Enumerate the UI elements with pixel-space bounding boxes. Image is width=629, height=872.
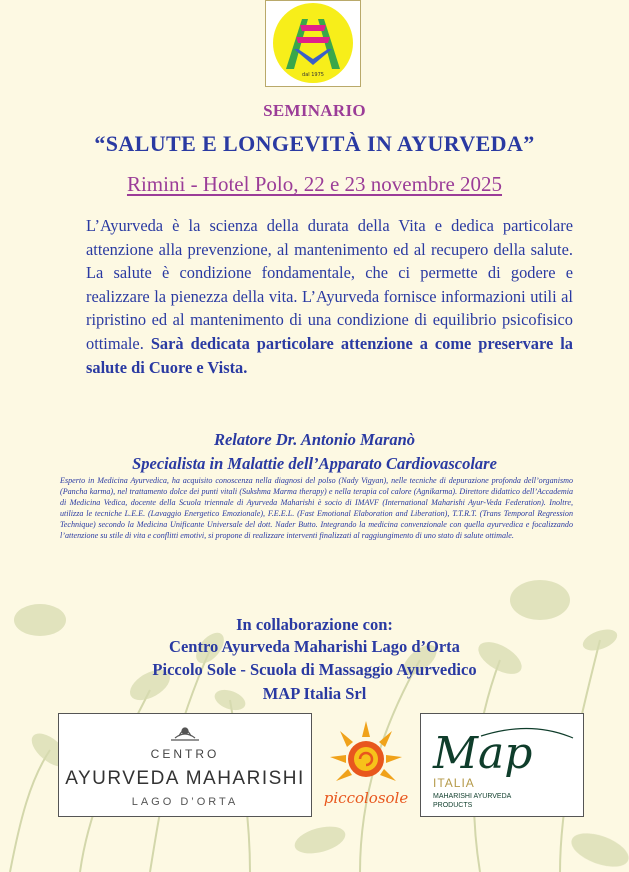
map-tagline-2: PRODUCTS: [433, 802, 473, 809]
map-italia-label: ITALIA: [433, 776, 475, 790]
event-location-date: Rimini - Hotel Polo, 22 e 23 novembre 2025: [126, 172, 503, 196]
map-tagline-1: MAHARISHI AYURVEDA: [433, 793, 512, 800]
partner-name: MAP Italia Srl: [262, 684, 367, 703]
centro-ayurveda-logo: [58, 713, 312, 817]
collaboration-heading: In collaborazione con:: [236, 615, 393, 634]
speaker-specialty: Specialista in Malattie dell’Apparato Cardiovascolare: [132, 454, 497, 473]
speaker-name: Relatore Dr. Antonio Maranò: [213, 430, 416, 449]
map-italia-logo: [420, 713, 584, 817]
partner-name: Centro Ayurveda Maharishi Lago d’Orta: [169, 637, 460, 656]
page-title: “SALUTE E LONGEVITÀ IN AYURVEDA”: [94, 131, 535, 156]
logo-emblem-icon: [266, 1, 360, 86]
intro-highlight: Sarà dedicata particolare attenzione a come preservare la salute di Cuore e Vista.: [86, 333, 573, 377]
partner-name: Piccolo Sole - Scuola di Massaggio Ayurvedico: [152, 660, 477, 679]
centro-logo-main: AYURVEDA MAHARISHI: [65, 768, 305, 789]
seminar-label: SEMINARIO: [263, 101, 366, 120]
piccolosole-logo: [320, 713, 412, 817]
map-wordmark: Map: [433, 728, 533, 779]
speaker-bio: Esperto in Medicina Ayurvedica, ha acquisito conoscenza nella diagnosi del polso (Nady Vigyan), nelle tecniche di depurazione profonda dell’organismo (Pancha karma), nel trattamento dolce dei punti vitali (Sukshma Marma therapy) e nella terapia col calore (Agnikarma). Direttore didattico dell’Accademia di Medicina Vedica, docente della Scuola triennale di Ayurveda Maharishi è socio di IMAVF (International Maharishi Ayur-Veda Federation). Inoltre, utilizza le tecniche L.E.E. (Lavaggio Energetico Emozionale), F.E.E.L. (Fast Emotional Elaboration and Liberation), T.T.R.T. (Trans Temporal Regression Technique) secondo la Medicina Unificante Universale del dott. Nader Butto. Integrando la medicina convenzionale con quella ayurvedica e focalizzando l’attenzione su stile di vita e conflitti emotivi, si propone di realizzare interventi finalizzati al raggiungimento di uno stato di salute ottimale.: [60, 476, 573, 540]
logo-caption: dal 1975: [302, 72, 324, 78]
piccolosole-wordmark: piccolosole: [323, 789, 409, 807]
intro-text: L’Ayurveda è la scienza della durata della Vita e dedica particolare attenzione alla prevenzione, al mantenimento ed al recupero della salute. La salute è condizione fondamentale, che ci permette di godere e realizzare la pienezza della vita. L’Ayurveda fornisce informazioni utili al ripristino ed al mantenimento di una condizione di equilibrio psicofisico ottimale.: [86, 216, 573, 353]
intro-paragraph: [86, 214, 573, 379]
sun-icon: [330, 721, 402, 781]
organization-logo: [265, 0, 361, 87]
centro-logo-top: CENTRO: [150, 747, 220, 761]
lotus-icon: [171, 728, 199, 740]
centro-logo-bottom: LAGO D’ORTA: [131, 796, 239, 808]
